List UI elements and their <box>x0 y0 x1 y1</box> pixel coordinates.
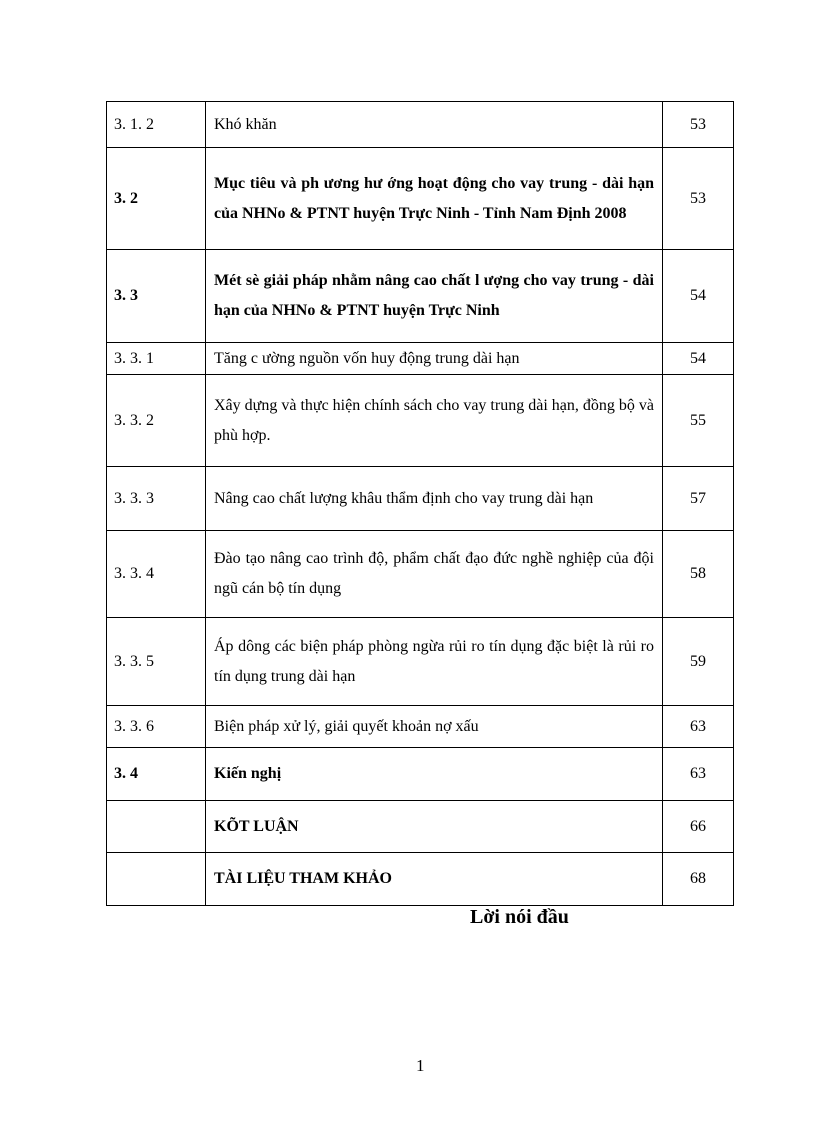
section-number: 3. 3. 5 <box>107 618 206 706</box>
section-title: KÕT LUẬN <box>206 801 663 853</box>
table-row <box>107 343 734 375</box>
page-ref: 57 <box>663 467 734 531</box>
foreword-heading: Lời nói đầu <box>470 906 569 928</box>
section-title: Nâng cao chất lượng khâu thẩm định cho vay trung dài hạn <box>206 467 663 531</box>
page-ref: 59 <box>663 618 734 706</box>
section-number: 3. 4 <box>107 748 206 801</box>
section-number: 3. 3. 1 <box>107 343 206 375</box>
section-title: Mục tiêu và ph ương hư ớng hoạt động cho vay trung - dài hạn của NHNo & PTNT huyện Trực Ninh - Tỉnh Nam Định 2008 <box>206 148 663 250</box>
table-row <box>107 801 734 853</box>
table-row <box>107 250 734 343</box>
table-row <box>107 618 734 706</box>
page-ref: 66 <box>663 801 734 853</box>
page-ref: 55 <box>663 375 734 467</box>
section-number: 3. 3. 6 <box>107 706 206 748</box>
section-title: TÀI LIỆU THAM KHẢO <box>206 853 663 906</box>
table-row <box>107 531 734 618</box>
section-number: 3. 3. 2 <box>107 375 206 467</box>
section-number: 3. 3 <box>107 250 206 343</box>
section-title: Biện pháp xử lý, giải quyết khoản nợ xấu <box>206 706 663 748</box>
table-row <box>107 375 734 467</box>
page-ref: 68 <box>663 853 734 906</box>
table-row <box>107 853 734 906</box>
section-number: 3. 2 <box>107 148 206 250</box>
section-title: Xây dựng và thực hiện chính sách cho vay trung dài hạn, đồng bộ và phù hợp. <box>206 375 663 467</box>
table-row <box>107 748 734 801</box>
page-ref: 63 <box>663 748 734 801</box>
page-ref: 63 <box>663 706 734 748</box>
table-row <box>107 148 734 250</box>
page-ref: 58 <box>663 531 734 618</box>
section-title: Khó khăn <box>206 102 663 148</box>
section-title: Tăng c ường nguồn vốn huy động trung dài hạn <box>206 343 663 375</box>
section-title: Kiến nghị <box>206 748 663 801</box>
section-number <box>107 801 206 853</box>
page-number: 1 <box>416 1056 425 1075</box>
section-number <box>107 853 206 906</box>
page-ref: 53 <box>663 102 734 148</box>
page-ref: 54 <box>663 250 734 343</box>
table-row <box>107 467 734 531</box>
section-number: 3. 3. 3 <box>107 467 206 531</box>
section-title: Đào tạo nâng cao trình độ, phẩm chất đạo đức nghề nghiệp của đội ngũ cán bộ tín dụng <box>206 531 663 618</box>
page-ref: 54 <box>663 343 734 375</box>
section-number: 3. 1. 2 <box>107 102 206 148</box>
table-row <box>107 102 734 148</box>
page-ref: 53 <box>663 148 734 250</box>
section-number: 3. 3. 4 <box>107 531 206 618</box>
table-row <box>107 706 734 748</box>
section-title: Mét sè giải pháp nhằm nâng cao chất l ượng cho vay trung - dài hạn của NHNo & PTNT huyện Trực Ninh <box>206 250 663 343</box>
section-title: Áp dông các biện pháp phòng ngừa rủi ro tín dụng đặc biệt là rủi ro tín dụng trung dài hạn <box>206 618 663 706</box>
toc-table <box>106 101 734 906</box>
